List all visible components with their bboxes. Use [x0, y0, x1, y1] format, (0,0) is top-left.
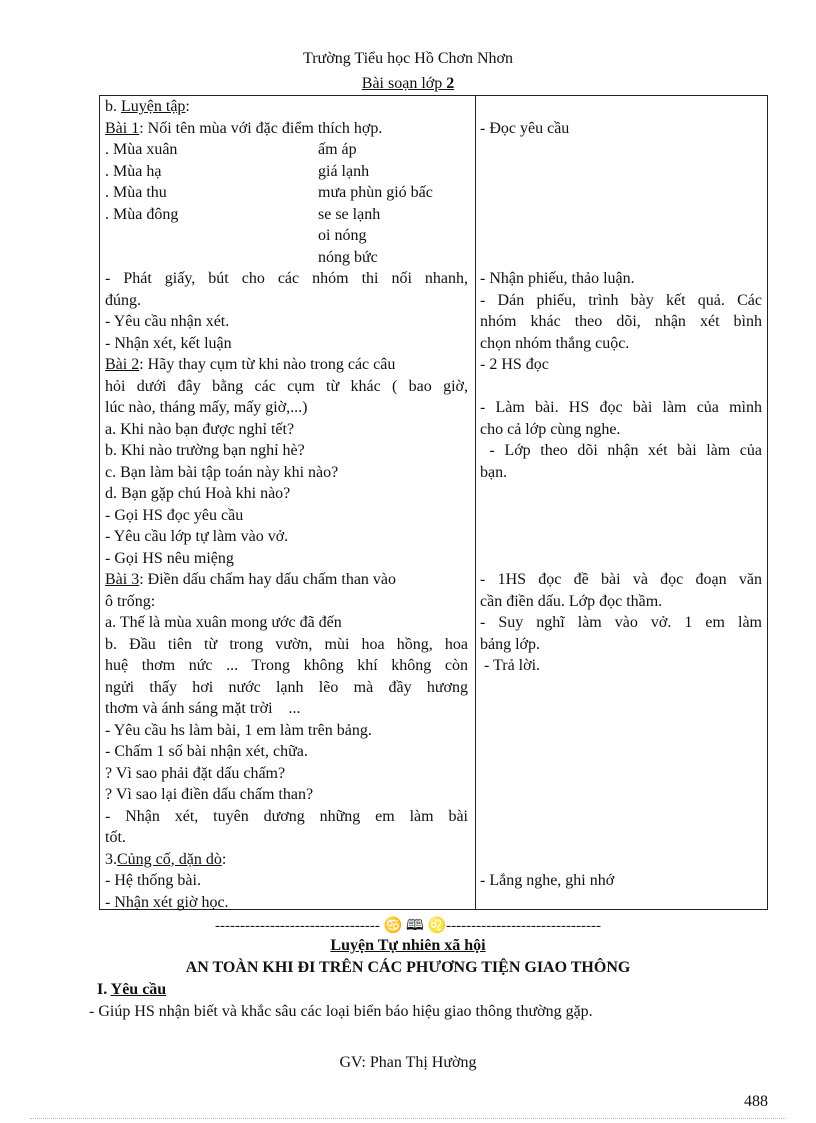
left-line: a. Khi nào bạn được nghỉ tết? — [105, 420, 295, 438]
footer-rule — [30, 1118, 786, 1119]
left-line: lúc nào, tháng mấy, mấy giờ,...) — [105, 399, 308, 416]
left-line: - Yêu cầu nhận xét. — [105, 313, 230, 330]
left-line: thơm và ánh sáng mặt trời ... — [105, 700, 301, 717]
left-line: . Mùa hạ — [105, 162, 162, 180]
right-line: - Lớp theo dõi nhận xét bài làm của — [480, 442, 762, 459]
left-line: c. Bạn làm bài tập toán này khi nào? — [105, 463, 339, 481]
left-line: - Nhận xét giờ học. — [105, 893, 229, 911]
right-line: - Làm bài. HS đọc bài làm của mình — [480, 399, 762, 416]
right-line: - 1HS đọc đề bài và đọc đoạn văn — [480, 571, 762, 588]
left-line: - Yêu cầu hs làm bài, 1 em làm trên bảng. — [105, 721, 372, 739]
right-line: nhóm khác theo dõi, nhận xét bình — [480, 313, 762, 330]
lesson-table — [99, 95, 768, 910]
right-line: - Suy nghĩ làm vào vở. 1 em làm — [480, 614, 762, 631]
lesson-plan-title — [0, 74, 816, 94]
left-line: . Mùa đông — [105, 205, 179, 223]
trait-item: giá lạnh — [318, 162, 370, 180]
left-line: ô trống: — [105, 592, 156, 610]
left-line: hỏi dưới đây bằng các cụm từ khác ( bao giờ, — [105, 377, 468, 395]
left-line: - Nhận xét, tuyên dương những em làm bài — [105, 807, 468, 825]
teacher-name: GV: Phan Thị Hường — [339, 1054, 477, 1071]
left-line: tốt. — [105, 829, 126, 846]
page-number: 488 — [744, 1093, 768, 1110]
left-line: đúng. — [105, 291, 141, 309]
left-line: d. Bạn gặp chú Hoà khi nào? — [105, 485, 291, 502]
left-line: - Gọi HS đọc yêu cầu — [105, 506, 244, 524]
left-line: . Mùa xuân — [105, 141, 178, 158]
trait-item: mưa phùn gió bấc — [318, 184, 433, 201]
right-line: bạn. — [480, 463, 508, 481]
grade-number: 2 — [446, 75, 455, 92]
left-line: ngửi thấy hơi nước lạnh lẽo mà đầy hương — [105, 678, 468, 696]
left-line: - Phát giấy, bút cho các nhóm thi nối nhanh, — [105, 270, 468, 287]
left-line: 3.Củng cố, dặn dò: — [105, 850, 227, 868]
left-line: . Mùa thu — [105, 184, 167, 201]
right-line: - 2 HS đọc — [480, 356, 549, 373]
requirement-text: - Giúp HS nhận biết và khắc sâu các loại biển báo hiệu giao thông thường gặp. — [89, 1003, 593, 1020]
left-line: Bài 1: Nối tên mùa với đặc điểm thích hợp. — [105, 119, 383, 137]
right-line: bảng lớp. — [480, 635, 541, 653]
right-line: cần điền dấu. Lớp đọc thầm. — [480, 592, 663, 610]
lesson-plan-label: Bài soạn lớp — [361, 75, 443, 92]
left-line: - Yêu cầu lớp tự làm vào vở. — [105, 528, 289, 545]
next-lesson-title: AN TOÀN KHI ĐI TRÊN CÁC PHƯƠNG TIỆN GIAO THÔNG — [185, 959, 631, 976]
right-line: cho cả lớp cùng nghe. — [480, 420, 621, 438]
right-line: - Nhận phiếu, thảo luận. — [480, 270, 635, 287]
left-line: b. Đầu tiên từ trong vườn, mùi hoa hồng, hoa — [105, 635, 468, 653]
section-separator: --------------------------------- ♋ 🕮 ♌------------------------------- — [215, 918, 601, 934]
left-line: - Nhận xét, kết luận — [105, 334, 232, 352]
right-line: - Lắng nghe, ghi nhớ — [480, 872, 615, 889]
right-line: - Đọc yêu cầu — [480, 119, 570, 137]
left-line: ? Vì sao phải đặt dấu chấm? — [105, 764, 286, 782]
left-line: ? Vì sao lại điền dấu chấm than? — [105, 786, 314, 803]
right-line: chọn nhóm thắng cuộc. — [480, 334, 630, 352]
trait-item: ấm áp — [318, 141, 357, 158]
left-line: a. Thế là mùa xuân mong ước đã đến — [105, 614, 342, 631]
left-line: b. Khi nào trường bạn nghỉ hè? — [105, 442, 305, 459]
left-line: b. Luyện tập: — [105, 98, 190, 115]
left-line: - Chấm 1 số bài nhận xét, chữa. — [105, 743, 308, 760]
left-line: huệ thơm nức ... Trong không khí không còn — [105, 657, 468, 674]
left-line: - Gọi HS nêu miệng — [105, 549, 234, 567]
next-lesson-subject: Luyện Tự nhiên xã hội — [330, 937, 486, 954]
left-line: Bài 3: Điền dấu chấm hay dấu chấm than vào — [105, 571, 397, 588]
trait-item: se se lạnh — [318, 205, 381, 223]
right-line: - Trả lời. — [480, 657, 541, 674]
left-line: - Hệ thống bài. — [105, 872, 201, 889]
trait-item: nóng bức — [318, 248, 378, 266]
trait-item: oi nóng — [318, 227, 367, 244]
school-name: Trường Tiểu học Hồ Chơn Nhơn — [303, 50, 513, 67]
right-line: - Dán phiếu, trình bày kết quả. Các — [480, 291, 762, 309]
left-line: Bài 2: Hãy thay cụm từ khi nào trong các câu — [105, 356, 396, 373]
section-heading: I. Yêu cầu — [97, 981, 167, 998]
column-divider — [475, 96, 476, 909]
